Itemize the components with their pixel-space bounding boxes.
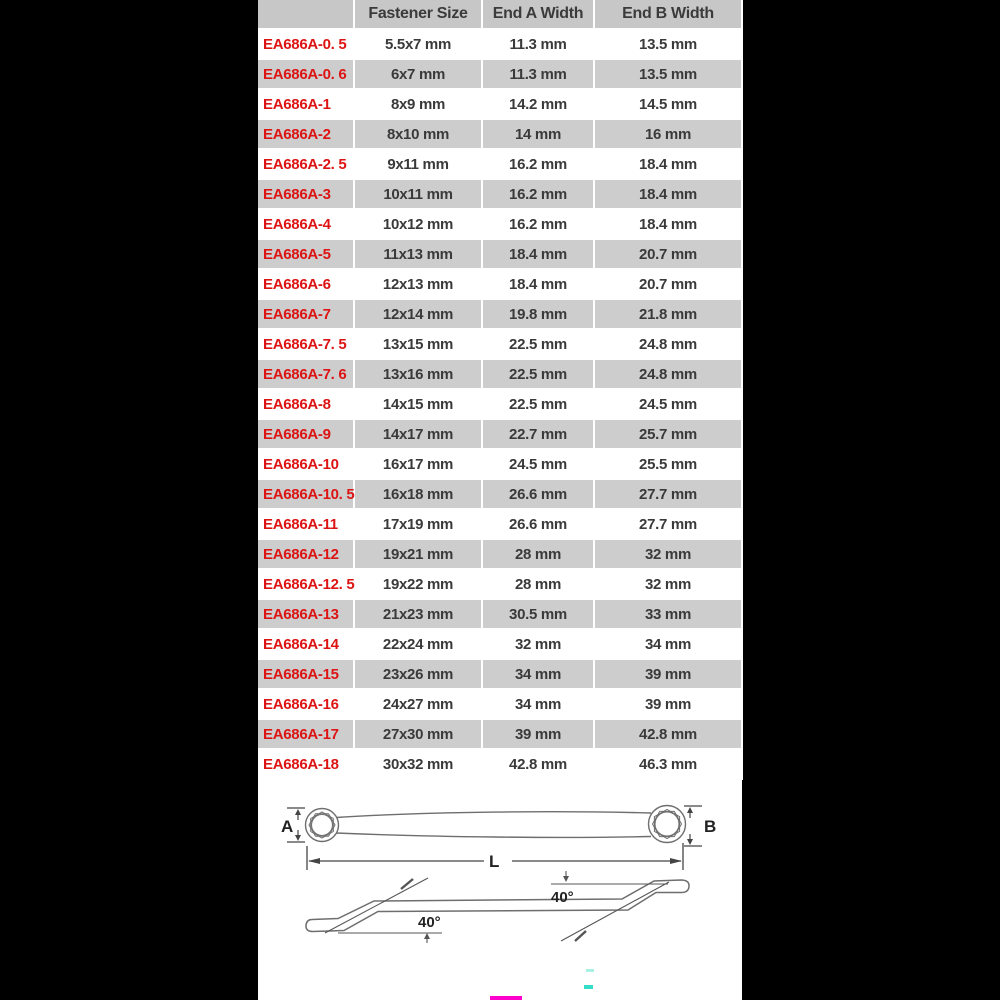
table-row: [258, 149, 742, 179]
fastener-size-cell: 10x11 mm: [354, 179, 482, 209]
end-b-width-cell: 34 mm: [594, 629, 742, 659]
table-row: [258, 749, 742, 779]
model-number-cell: EA686A-5: [258, 239, 354, 269]
end-a-width-cell: 18.4 mm: [482, 239, 594, 269]
dimension-label-a: A: [281, 817, 294, 836]
end-b-width-cell: 32 mm: [594, 569, 742, 599]
table-row: [258, 359, 742, 389]
fastener-size-cell: 27x30 mm: [354, 719, 482, 749]
fastener-size-cell: 19x21 mm: [354, 539, 482, 569]
end-a-width-cell: 14 mm: [482, 119, 594, 149]
model-number-cell: EA686A-7. 5: [258, 329, 354, 359]
table-row: [258, 269, 742, 299]
table-row: [258, 29, 742, 59]
table-row: [258, 239, 742, 269]
model-number-cell: EA686A-7: [258, 299, 354, 329]
model-number-cell: EA686A-12. 5: [258, 569, 354, 599]
model-number-cell: EA686A-13: [258, 599, 354, 629]
model-number-cell: EA686A-7. 6: [258, 359, 354, 389]
end-b-width-cell: 20.7 mm: [594, 239, 742, 269]
fastener-size-cell: 30x32 mm: [354, 749, 482, 779]
table-row: [258, 719, 742, 749]
end-b-width-cell: 33 mm: [594, 599, 742, 629]
fastener-size-cell: 13x16 mm: [354, 359, 482, 389]
model-number-cell: EA686A-2: [258, 119, 354, 149]
table-row: [258, 179, 742, 209]
end-b-width-cell: 25.5 mm: [594, 449, 742, 479]
model-number-cell: EA686A-1: [258, 89, 354, 119]
end-b-width-cell: 25.7 mm: [594, 419, 742, 449]
end-b-width-cell: 27.7 mm: [594, 509, 742, 539]
end-b-width-cell: 21.8 mm: [594, 299, 742, 329]
dimension-b: [684, 806, 702, 846]
fastener-size-cell: 14x17 mm: [354, 419, 482, 449]
fastener-size-cell: 10x12 mm: [354, 209, 482, 239]
fastener-size-cell: 5.5x7 mm: [354, 29, 482, 59]
fastener-size-cell: 24x27 mm: [354, 689, 482, 719]
end-a-width-cell: 30.5 mm: [482, 599, 594, 629]
model-number-cell: EA686A-2. 5: [258, 149, 354, 179]
fastener-size-cell: 12x13 mm: [354, 269, 482, 299]
cyan-mark-bottom: [584, 985, 593, 989]
left-black-bar: [0, 0, 258, 1000]
end-b-width-cell: 42.8 mm: [594, 719, 742, 749]
fastener-size-cell: 9x11 mm: [354, 149, 482, 179]
model-number-cell: EA686A-15: [258, 659, 354, 689]
model-number-cell: EA686A-12: [258, 539, 354, 569]
spec-table: [258, 0, 743, 780]
table-row: [258, 329, 742, 359]
end-a-width-cell: 16.2 mm: [482, 149, 594, 179]
table-row: [258, 539, 742, 569]
fastener-size-cell: 21x23 mm: [354, 599, 482, 629]
fastener-size-cell: 23x26 mm: [354, 659, 482, 689]
table-row: [258, 509, 742, 539]
fastener-size-cell: 6x7 mm: [354, 59, 482, 89]
end-b-width-cell: 24.5 mm: [594, 389, 742, 419]
end-a-width-cell: 11.3 mm: [482, 59, 594, 89]
model-number-cell: EA686A-8: [258, 389, 354, 419]
fastener-size-cell: 11x13 mm: [354, 239, 482, 269]
end-a-width-cell: 11.3 mm: [482, 29, 594, 59]
end-a-width-cell: 22.5 mm: [482, 359, 594, 389]
fastener-size-cell: 8x9 mm: [354, 89, 482, 119]
dimension-label-l: L: [489, 852, 500, 871]
table-row: [258, 59, 742, 89]
table-row: [258, 209, 742, 239]
end-b-width-cell: 16 mm: [594, 119, 742, 149]
cyan-mark-top: [586, 969, 594, 972]
angle-label-right: 40°: [551, 889, 574, 906]
end-b-width-cell: 39 mm: [594, 659, 742, 689]
box-end-a-icon: [306, 809, 339, 842]
end-a-width-cell: 16.2 mm: [482, 209, 594, 239]
fastener-size-cell: 22x24 mm: [354, 629, 482, 659]
end-a-width-cell: 34 mm: [482, 689, 594, 719]
catalog-page: [258, 0, 742, 1000]
angle-label-left: 40°: [418, 914, 441, 931]
table-row: [258, 389, 742, 419]
model-number-cell: EA686A-11: [258, 509, 354, 539]
end-a-width-cell: 26.6 mm: [482, 509, 594, 539]
side-view-drawing: [306, 871, 689, 943]
fastener-size-cell: 17x19 mm: [354, 509, 482, 539]
fastener-size-cell: 19x22 mm: [354, 569, 482, 599]
model-number-cell: EA686A-0. 5: [258, 29, 354, 59]
wrench-technical-drawing: [258, 790, 742, 1000]
end-b-width-cell: 13.5 mm: [594, 29, 742, 59]
end-b-width-cell: 24.8 mm: [594, 359, 742, 389]
end-a-width-cell: 32 mm: [482, 629, 594, 659]
table-row: [258, 689, 742, 719]
end-b-width-cell: 27.7 mm: [594, 479, 742, 509]
end-a-width-cell: 18.4 mm: [482, 269, 594, 299]
header-fastener-size: Fastener Size: [354, 0, 482, 29]
end-a-width-cell: 19.8 mm: [482, 299, 594, 329]
end-b-width-cell: 46.3 mm: [594, 749, 742, 779]
dimension-label-b: B: [704, 817, 717, 836]
end-b-width-cell: 18.4 mm: [594, 149, 742, 179]
end-a-width-cell: 16.2 mm: [482, 179, 594, 209]
end-a-width-cell: 39 mm: [482, 719, 594, 749]
model-number-cell: EA686A-17: [258, 719, 354, 749]
end-b-width-cell: 18.4 mm: [594, 179, 742, 209]
table-row: [258, 449, 742, 479]
wrench-side-profile: [306, 880, 689, 932]
model-number-cell: EA686A-16: [258, 689, 354, 719]
table-row: [258, 629, 742, 659]
table-row: [258, 119, 742, 149]
end-b-width-cell: 20.7 mm: [594, 269, 742, 299]
header-end-b-width: End B Width: [594, 0, 742, 29]
end-a-width-cell: 24.5 mm: [482, 449, 594, 479]
top-view-drawing: [306, 806, 686, 843]
end-b-width-cell: 32 mm: [594, 539, 742, 569]
end-a-width-cell: 22.5 mm: [482, 329, 594, 359]
model-number-cell: EA686A-3: [258, 179, 354, 209]
model-number-cell: EA686A-10. 5: [258, 479, 354, 509]
header-end-a-width: End A Width: [482, 0, 594, 29]
wrench-shaft-bottom: [336, 833, 651, 837]
end-b-width-cell: 13.5 mm: [594, 59, 742, 89]
fastener-size-cell: 14x15 mm: [354, 389, 482, 419]
end-a-width-cell: 42.8 mm: [482, 749, 594, 779]
end-a-width-cell: 34 mm: [482, 659, 594, 689]
table-row: [258, 299, 742, 329]
model-number-cell: EA686A-9: [258, 419, 354, 449]
table-row: [258, 599, 742, 629]
table-row: [258, 569, 742, 599]
end-b-width-cell: 14.5 mm: [594, 89, 742, 119]
table-header-row: [258, 0, 742, 29]
end-b-width-cell: 39 mm: [594, 689, 742, 719]
end-b-width-cell: 24.8 mm: [594, 329, 742, 359]
end-a-width-cell: 22.7 mm: [482, 419, 594, 449]
end-a-width-cell: 22.5 mm: [482, 389, 594, 419]
end-a-width-cell: 26.6 mm: [482, 479, 594, 509]
model-number-cell: EA686A-18: [258, 749, 354, 779]
model-number-cell: EA686A-6: [258, 269, 354, 299]
end-a-width-cell: 28 mm: [482, 539, 594, 569]
fastener-size-cell: 12x14 mm: [354, 299, 482, 329]
model-number-cell: EA686A-10: [258, 449, 354, 479]
fastener-size-cell: 16x17 mm: [354, 449, 482, 479]
right-black-bar: [742, 0, 1000, 1000]
table-row: [258, 89, 742, 119]
table-row: [258, 419, 742, 449]
end-b-width-cell: 18.4 mm: [594, 209, 742, 239]
model-number-cell: EA686A-0. 6: [258, 59, 354, 89]
fastener-size-cell: 13x15 mm: [354, 329, 482, 359]
fastener-size-cell: 8x10 mm: [354, 119, 482, 149]
magenta-mark: [490, 996, 522, 1000]
box-end-b-icon: [649, 806, 686, 843]
fastener-size-cell: 16x18 mm: [354, 479, 482, 509]
table-row: [258, 659, 742, 689]
model-number-cell: EA686A-14: [258, 629, 354, 659]
wrench-shaft: [336, 812, 651, 818]
table-row: [258, 479, 742, 509]
end-a-width-cell: 28 mm: [482, 569, 594, 599]
header-blank-cell: [258, 0, 354, 29]
end-a-width-cell: 14.2 mm: [482, 89, 594, 119]
model-number-cell: EA686A-4: [258, 209, 354, 239]
